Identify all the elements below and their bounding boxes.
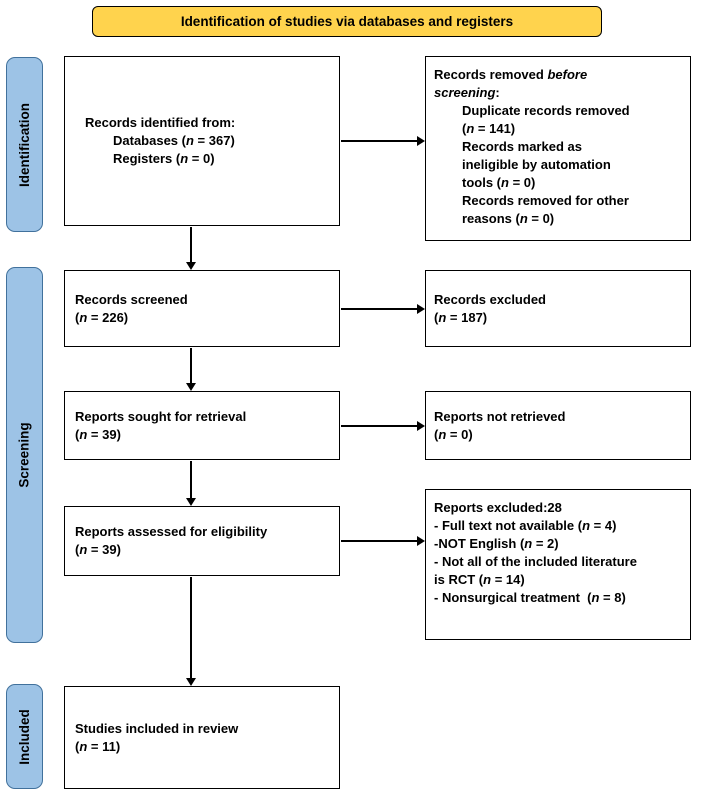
text-line: Records removed for other: [462, 193, 629, 208]
text-line: Reports assessed for eligibility: [75, 524, 268, 539]
arrow-sought-to-not-retrieved: [341, 425, 417, 427]
stage-included-label: Included: [16, 708, 32, 765]
box-records-identified: [64, 56, 340, 226]
text-line: - Full text not available (n = 4): [434, 518, 617, 533]
stage-screening: [6, 267, 43, 643]
text-line: Records identified from:: [85, 115, 236, 130]
arrow-assessed-to-included: [190, 577, 192, 678]
box-studies-included: [64, 686, 340, 789]
arrow-assessed-to-reports-excluded: [341, 540, 417, 542]
box-reports-excluded: [425, 489, 691, 640]
box-records-screened: [64, 270, 340, 347]
box-reports-not-retrieved: [425, 391, 691, 460]
text-line: Reports excluded:28: [434, 500, 562, 515]
text-line: - Not all of the included literature: [434, 554, 637, 569]
text-line: (n = 226): [75, 309, 129, 325]
text-line: Registers (n = 0): [113, 151, 215, 166]
text-line: (n = 0): [434, 426, 473, 442]
text-line: (n = 187): [434, 309, 488, 325]
text-line: Records marked as: [462, 139, 582, 154]
text-line: Reports sought for retrieval: [75, 408, 247, 424]
text-line: is RCT (n = 14): [434, 572, 525, 587]
stage-identification: [6, 57, 43, 232]
text-line: Duplicate records removed: [462, 103, 630, 118]
box-reports-sought: [64, 391, 340, 460]
text-line: Studies included in review: [75, 720, 239, 736]
text-line: (n = 39): [75, 542, 121, 557]
text-line: (n = 39): [75, 426, 121, 442]
banner-label: Identification of studies via databases and registers: [180, 13, 514, 29]
text-line: (n = 141): [462, 121, 516, 136]
box-records-excluded: [425, 270, 691, 347]
text-line: Records removed before: [434, 67, 588, 82]
arrow-screened-to-excluded: [341, 308, 417, 310]
text-line: screening:: [434, 85, 500, 100]
text-line: Records excluded: [434, 291, 546, 307]
arrow-sought-to-assessed: [190, 461, 192, 498]
box-reports-assessed: [64, 506, 340, 576]
text-line: Reports not retrieved: [434, 408, 566, 424]
text-line: Databases (n = 367): [113, 133, 235, 148]
banner-databases-registers: [92, 6, 602, 37]
arrow-identified-to-screened: [190, 227, 192, 262]
text-line: ineligible by automation: [462, 157, 611, 172]
text-line: tools (n = 0): [462, 175, 536, 190]
text-line: (n = 11): [75, 738, 121, 754]
stage-identification-label: Identification: [16, 102, 32, 187]
text-line: - Nonsurgical treatment (n = 8): [434, 590, 626, 605]
text-line: reasons (n = 0): [462, 211, 555, 226]
text-line: Records screened: [75, 291, 188, 307]
box-records-removed-before-screening: [425, 56, 691, 241]
arrow-screened-to-sought: [190, 348, 192, 383]
arrow-identified-to-removed: [341, 140, 417, 142]
stage-screening-label: Screening: [16, 422, 32, 488]
text-line: -NOT English (n = 2): [434, 536, 559, 551]
stage-included: [6, 684, 43, 789]
